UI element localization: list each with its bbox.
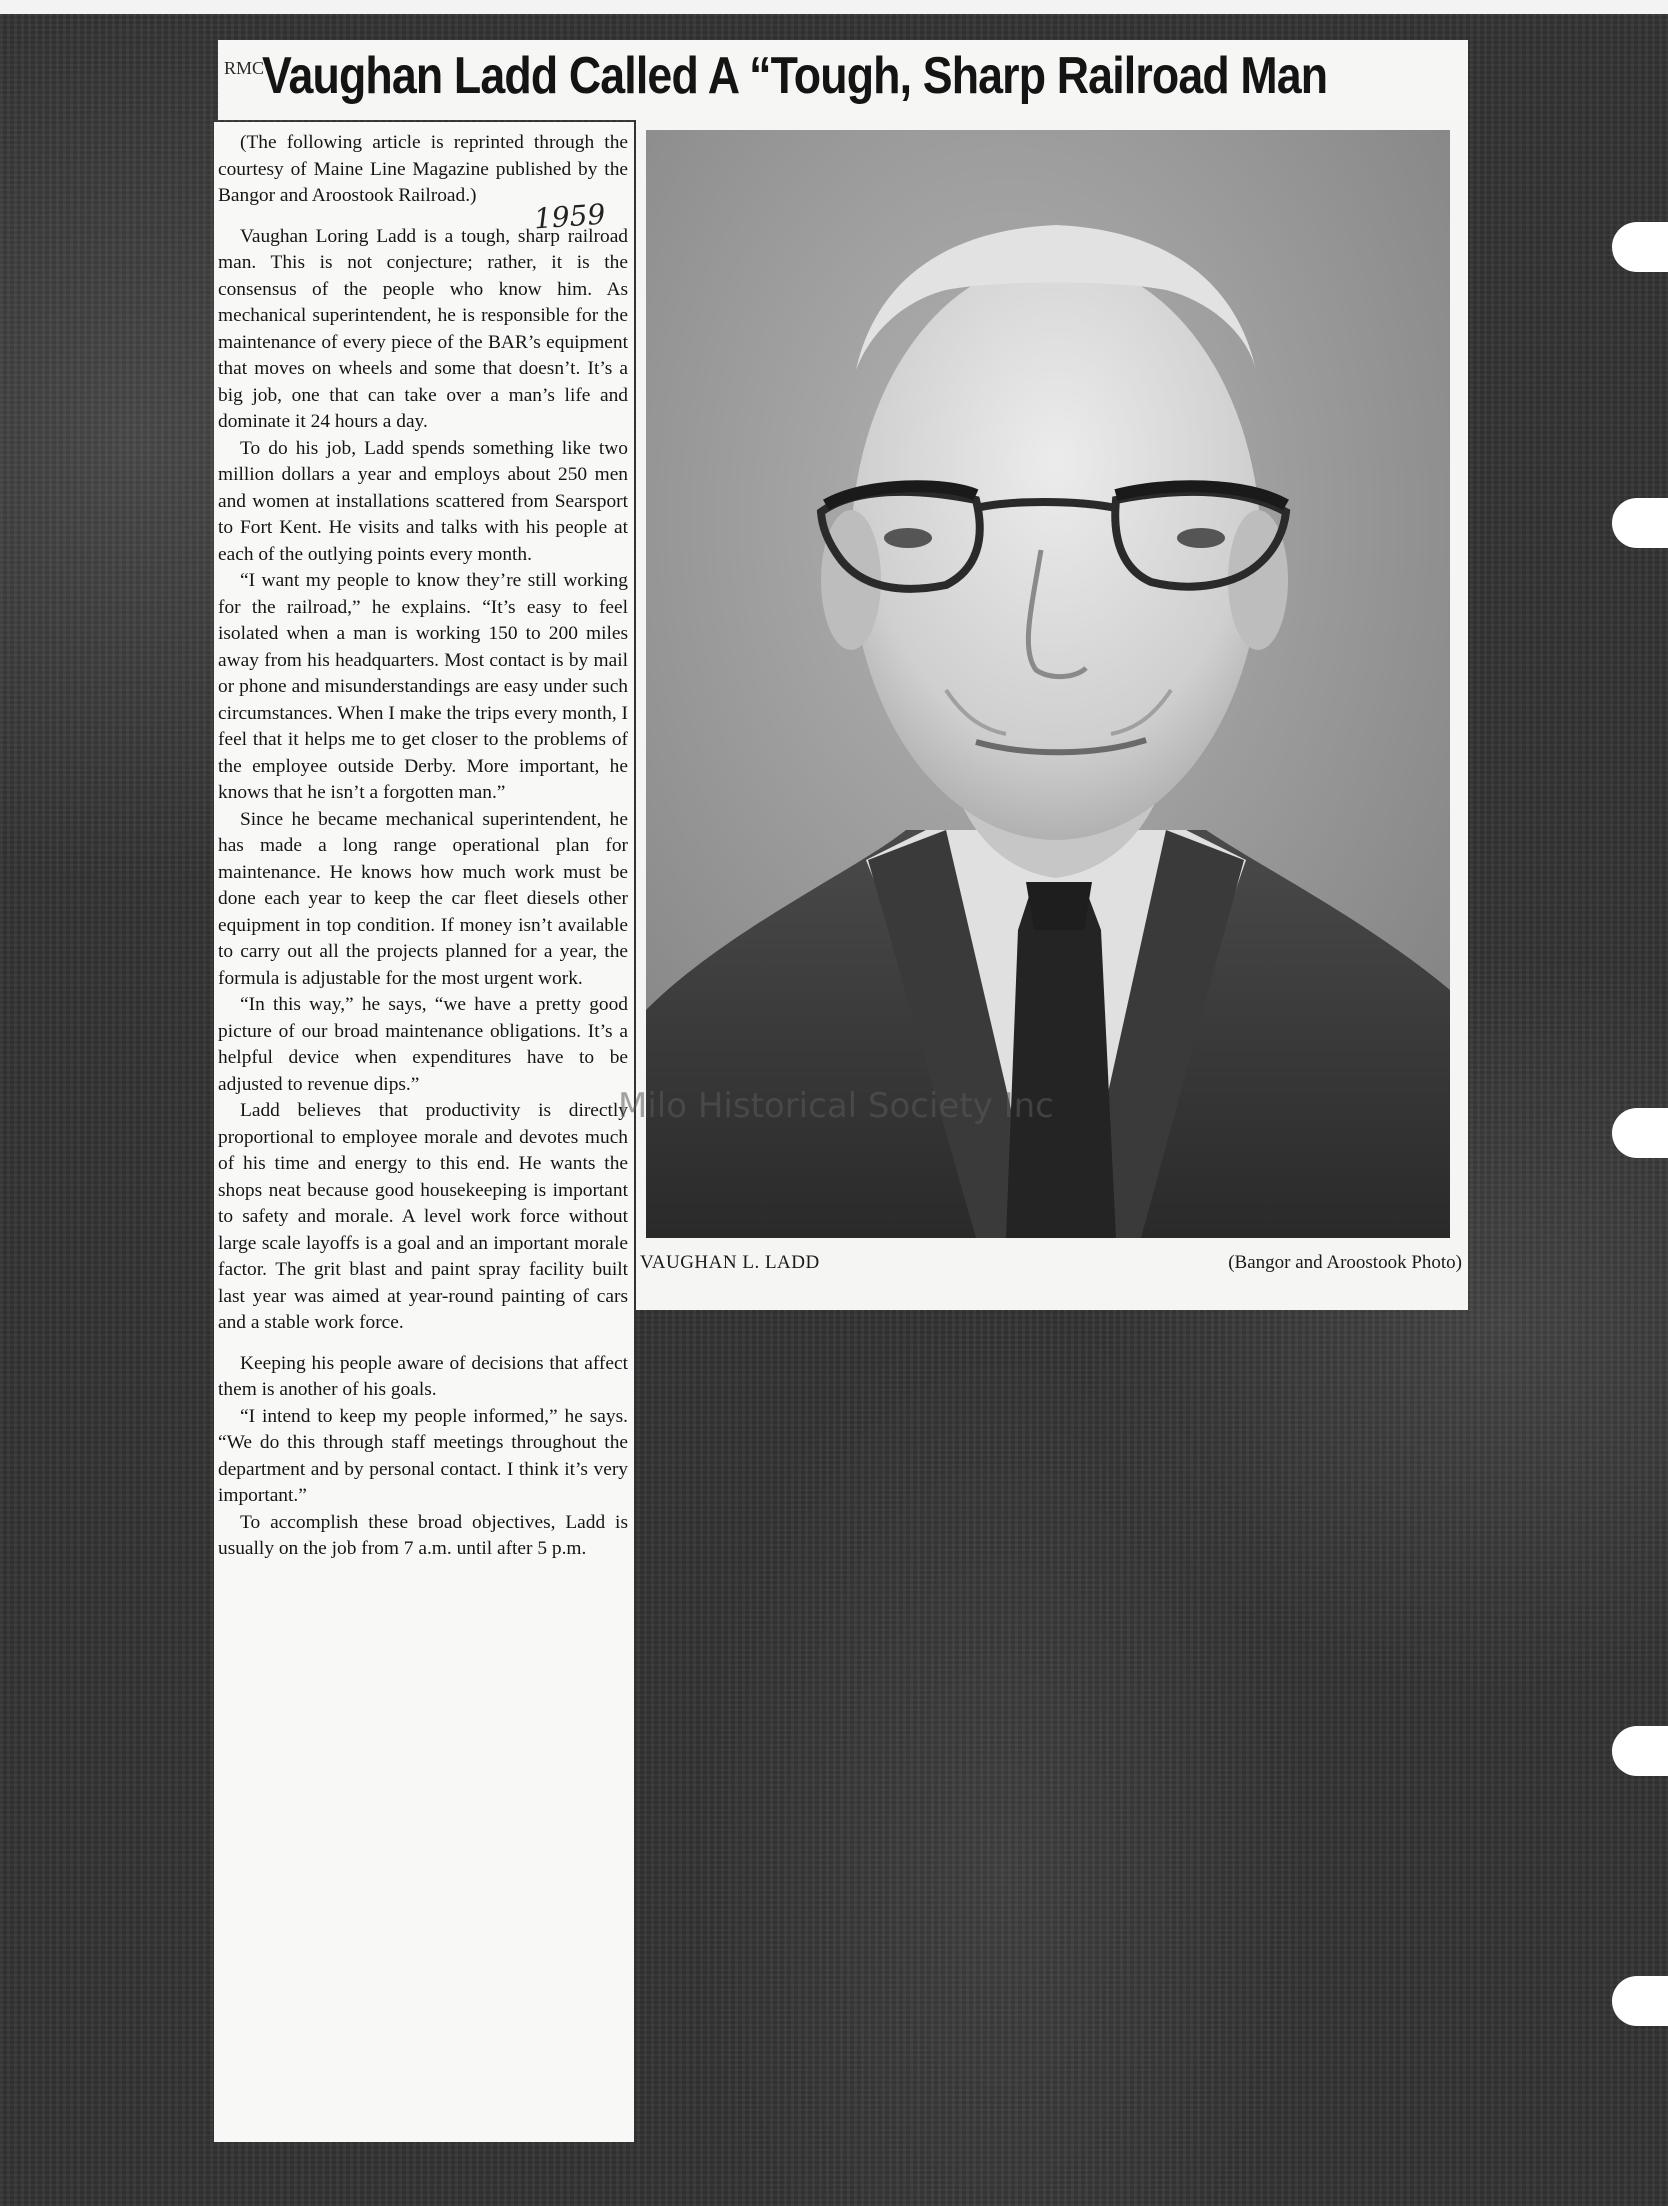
article-paragraph: To accomplish these broad objectives, Ladd is usually on the job from 7 a.m. until after 5 p.m. <box>218 1511 628 1559</box>
article-body <box>218 130 628 1563</box>
article-paragraph: Keeping his people aware of decisions that affect them is another of his goals. <box>218 1352 628 1400</box>
article-paragraph: “I intend to keep my people informed,” he says. “We do this through staff meetings throughout the department and by personal contact. I think it’s very important.” <box>218 1405 628 1506</box>
watermark: Milo Historical Society Inc <box>618 1086 1054 1126</box>
handwritten-year: 1959 <box>532 197 607 236</box>
article-paragraph: To do his job, Ladd spends something like two million dollars a year and employs about 250 men and women at installations scattered from Searsport to Fort Kent. He visits and talks with his people at each of the outlying points every month. <box>218 437 628 565</box>
binder-hole <box>1612 1726 1668 1776</box>
clipping-code: RMC <box>224 58 265 78</box>
headline: Vaughan Ladd Called A “Tough, Sharp Railroad Man <box>262 47 1328 105</box>
article-paragraph: “In this way,” he says, “we have a pretty good picture of our broad maintenance obligations. It’s a helpful device when expenditures have to be adjusted to revenue dips.” <box>218 994 628 1095</box>
photo-caption-credit: (Bangor and Aroostook Photo) <box>1228 1252 1462 1273</box>
article-paragraph: “I want my people to know they’re still working for the railroad,” he explains. “It’s easy to feel isolated when a man is working 150 to 200 miles away from his headquarters. Most contact is by mail or phone and misunderstandings are easy under such circumstances. When I make the trips every month, I feel that it helps me to get closer to the problems of the employee outside Derby. More important, he knows that he isn’t a forgotten man.” <box>218 570 628 803</box>
portrait-illustration <box>646 130 1450 1238</box>
article-paragraph: Since he became mechanical superintendent, he has made a long range operational plan for maintenance. He knows how much work must be done each year to keep the car fleet diesels other equipment in top condition. If money isn’t available to carry out all the projects planned for a year, the formula is adjustable for the most urgent work. <box>218 808 628 989</box>
binder-hole <box>1612 222 1668 272</box>
scan-top-edge <box>0 0 1668 14</box>
binder-hole <box>1612 498 1668 548</box>
photo-caption-name: VAUGHAN L. LADD <box>640 1252 820 1273</box>
article-paragraph: Ladd believes that productivity is directly proportional to employee morale and devotes much of his time and energy to this end. He wants the shops neat because good housekeeping is important to safety and morale. A level work force without large scale layoffs is a goal and an important morale factor. The grit blast and paint spray facility built last year was aimed at year-round painting of cars and a stable work force. <box>218 1100 628 1333</box>
portrait-photo <box>646 130 1450 1238</box>
article-paragraph: Vaughan Loring Ladd is a tough, sharp railroad man. This is not conjecture; rather, it is the consensus of the people who know him. As mechanical superintendent, he is responsible for the maintenance of every piece of the BAR’s equipment that moves on wheels and some that doesn’t. It’s a big job, one that can take over a man’s life and dominate it 24 hours a day. <box>218 225 628 432</box>
binder-hole <box>1612 1976 1668 2026</box>
binder-hole <box>1612 1108 1668 1158</box>
article-intro-note: (The following article is reprinted through the courtesy of Maine Line Magazine published by the Bangor and Aroostook Railroad.) <box>218 132 628 206</box>
